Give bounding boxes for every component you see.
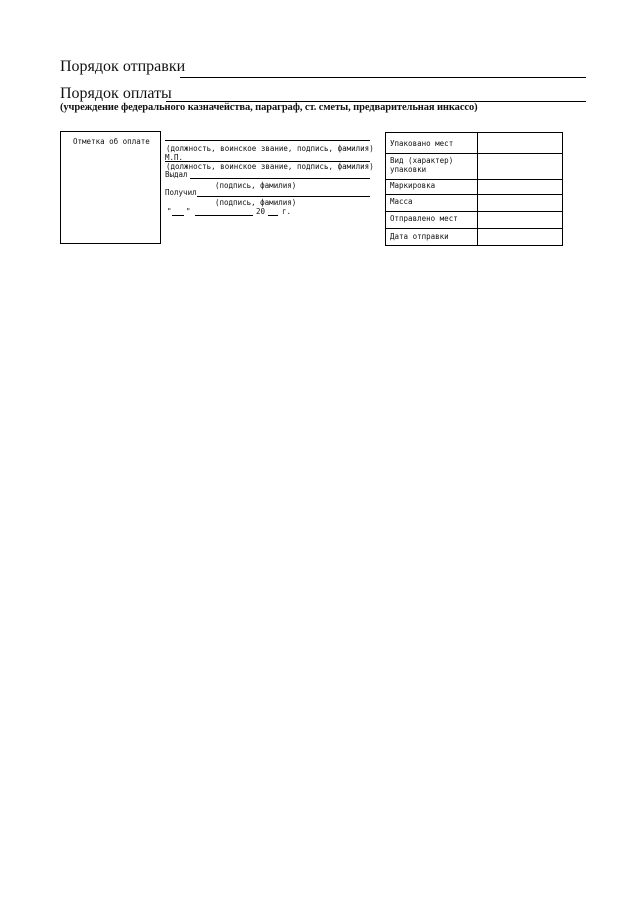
payment-mark-box[interactable]	[60, 131, 161, 244]
shipment-info-table	[385, 132, 563, 246]
payment-order-note: (учреждение федерального казначейства, параграф, ст. сметы, предварительная инкассо)	[60, 102, 478, 113]
row-label-send-date: Дата отправки	[390, 232, 449, 241]
packed-places-value[interactable]	[478, 133, 562, 153]
mass-value[interactable]	[478, 195, 562, 211]
packaging-type-value[interactable]	[478, 154, 562, 179]
row-label-marking: Маркировка	[390, 181, 436, 190]
issued-label: Выдал	[165, 170, 188, 179]
row-label-mass: Масса	[390, 197, 413, 206]
payment-mark-label: Отметка об оплате	[73, 137, 150, 146]
marking-value[interactable]	[478, 180, 562, 194]
received-label: Получил	[165, 188, 197, 197]
payment-order-label: Порядок оплаты	[60, 85, 172, 102]
row-label-packaging-type: Вид (характер) упаковки	[390, 156, 454, 174]
row-label-packed-places: Упаковано мест	[390, 139, 454, 148]
sent-places-value[interactable]	[478, 212, 562, 228]
stamp-label: М.П.	[165, 153, 184, 162]
issued-sign-caption: (подпись, фамилия)	[215, 181, 297, 190]
date-year-suffix: г.	[282, 207, 292, 216]
received-signature-line[interactable]	[197, 196, 370, 197]
row-label-sent-places: Отправлено мест	[390, 214, 458, 223]
date-quote-open: "	[167, 207, 172, 216]
date-quote-close: "	[186, 207, 191, 216]
position-caption-1: (должность, воинское звание, подпись, фамилия)	[166, 144, 374, 153]
date-year-field[interactable]	[268, 215, 278, 216]
shipping-order-label: Порядок отправки	[60, 58, 186, 75]
date-day-field[interactable]	[172, 215, 184, 216]
send-date-value[interactable]	[478, 229, 562, 245]
received-sign-caption: (подпись, фамилия)	[215, 198, 297, 207]
position-signature-line-1[interactable]	[165, 140, 370, 141]
date-month-field[interactable]	[195, 215, 253, 216]
position-caption-2: (должность, воинское звание, подпись, фамилия)	[166, 162, 374, 171]
date-year-prefix: 20	[256, 207, 266, 216]
issued-signature-line[interactable]	[190, 178, 370, 179]
shipping-order-field[interactable]	[180, 77, 586, 78]
